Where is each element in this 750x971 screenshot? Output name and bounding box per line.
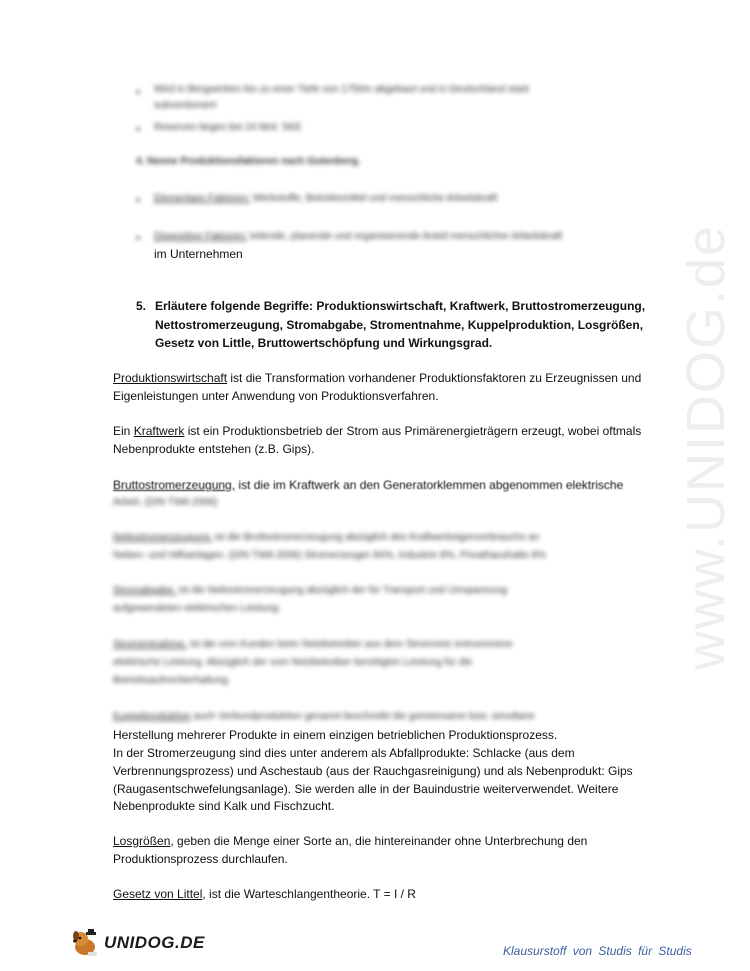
kuppel-line-2: Herstellung mehrerer Produkte in einem einzigen betrieblichen Produktionsprozess. [113,728,558,742]
los-line-2: Produktionsprozess durchlaufen. [113,852,288,866]
netto-line-1: Nettostromerzeugung, ist die Bruttostromerzeugung abzüglich des Kraftwerkeigenverbrauchs an [113,532,540,543]
bullet-text: Reserven liegen bei 24 Mrd. SKE [154,122,302,133]
brutto-line-2: Arbeit. (DIN TWA 2006) [113,497,218,508]
brutto-line-1: Bruttostromerzeugung, ist die im Kraftwerk an den Generatorklemmen abgenommen elektrische [113,478,624,492]
bullet-dot: • [136,85,141,99]
kuppel-line-4: Verbrennungsprozess) und Aschestaub (aus der Rauchgasreinigung) und als Nebenprodukt: Gips [113,764,633,778]
q4-item-2: Dispositive Faktoren: leitende, planende und organisierende Anteil menschlicher Arbeitskraft [154,231,563,242]
bullet-dot: • [136,231,141,245]
entnahme-line-2: elektrische Leistung. Abzüglich der vom Netzbetreiber benötigten Leistung für die [113,657,473,668]
q5-line-1: Erläutere folgende Begriffe: Produktionswirtschaft, Kraftwerk, Bruttostromerzeugung, [155,299,646,313]
kuppel-line-1: Kuppelproduktion auch Verbundproduktion genannt beschreibt die gemeinsame bzw. simultane [113,711,535,722]
dog-mascot-icon [68,928,102,958]
footer-logo [68,928,205,958]
q4-item-2-continuation: im Unternehmen [154,247,243,261]
bullet-dot: • [136,122,141,136]
q4-item-1: Elementare Faktoren: Werkstoffe, Betriebsmittel und menschliche Arbeitskraft [154,193,498,204]
los-line-1: Losgrößen, geben die Menge einer Sorte an, die hintereinander ohne Unterbrechung den [113,834,588,848]
produktion-line-2: Eigenleistungen unter Anwendung von Produktionsverfahren. [113,389,439,403]
q5-line-2: Nettostromerzeugung, Stromabgabe, Stromentnahme, Kuppelproduktion, Losgrößen, [155,318,644,332]
kuppel-line-3: In der Stromerzeugung sind dies unter anderem als Abfallprodukte: Schlacke (aus dem [113,746,575,760]
netto-line-2: Neben- und Hilfsanlagen. (DIN TWA 2006) Stromerzeuger 84%, Industrie 8%, Privathaushalte 8% [113,550,546,561]
kuppel-line-5: (Raugasentschwefelungsanlage). Sie werden alle in der Bauindustrie weiterverwendet. Weitere [113,782,619,796]
bullet-text: Wird in Bergwerken bis zu einer Tiefe von 1750m abgebaut und in Deutschland stark subventioniert [154,84,530,111]
q4-heading: 4. Nenne Produktionsfaktoren nach Gutenberg. [136,156,361,167]
entnahme-line-1: Stromentnahme, ist die vom Kunden beim Netzbetreiber aus dem Stromnetz entnommene [113,639,513,650]
footer-tagline: Klausurstoff von Studis für Studis [503,944,692,958]
watermark: www.UNIDOG.de [676,223,736,670]
kraftwerk-line-2: Nebenprodukte entstehen (z.B. Gips). [113,442,315,456]
q5-line-3: Gesetz von Little, Bruttowertschöpfung und Wirkungsgrad. [155,336,493,350]
abgabe-line-2: aufgewendeten elektrischen Leistung. [113,603,281,614]
kuppel-line-6: Nebenprodukte sind Kalk und Fischzucht. [113,799,335,813]
kraftwerk-line-1: Ein Kraftwerk ist ein Produktionsbetrieb der Strom aus Primärenergieträgern erzeugt, wobei oftmals [113,424,642,438]
bullet-dot: • [136,193,141,207]
entnahme-line-3: Betriebsaufrechterhaltung. [113,675,231,686]
produktion-line-1: Produktionswirtschaft ist die Transformation vorhandener Produktionsfaktoren zu Erzeugnissen und [113,371,642,385]
brand-logo-text: UNIDOG.DE [104,933,205,952]
q5-number: 5. [136,299,147,313]
littel-line-1: Gesetz von Littel, ist die Warteschlangentheorie. T = I / R [113,887,416,901]
abgabe-line-1: Stromabgabe, ist die Nettostromerzeugung abzüglich der für Transport und Umspannung [113,585,508,596]
